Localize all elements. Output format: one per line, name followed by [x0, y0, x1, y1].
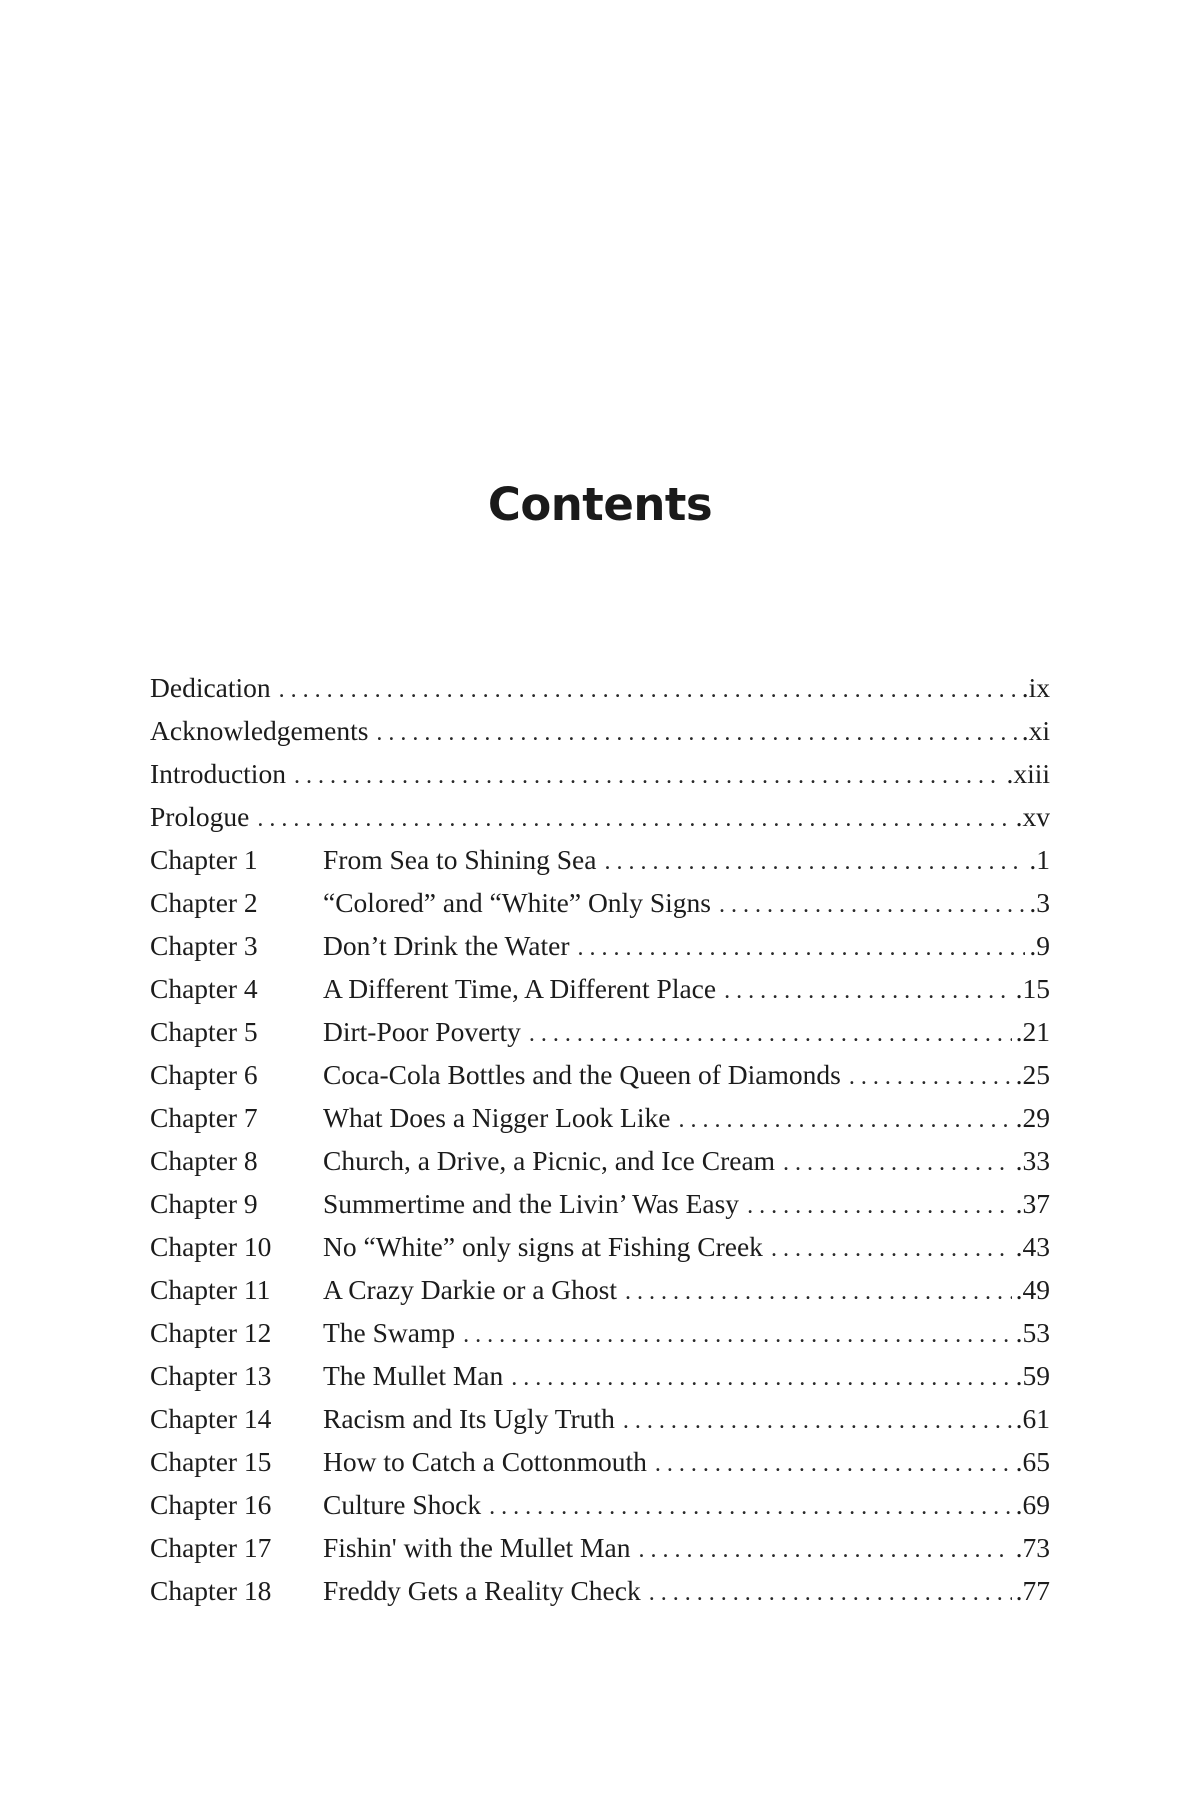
chapter-title: Don’t Drink the Water	[323, 930, 570, 961]
chapter-label: Chapter 15	[150, 1446, 272, 1477]
dot-leader	[724, 970, 1012, 1013]
toc-page-number: .65	[1015, 1446, 1050, 1477]
toc-page-number: .69	[1015, 1489, 1050, 1520]
dot-leader	[257, 798, 1011, 841]
toc-chapter-row	[150, 1010, 1050, 1053]
chapter-title: Church, a Drive, a Picnic, and Ice Cream	[323, 1145, 776, 1176]
dot-leader	[294, 755, 1003, 798]
dot-leader	[783, 1142, 1012, 1185]
toc-page-number: .25	[1015, 1059, 1050, 1090]
dot-leader	[604, 841, 1025, 884]
chapter-label: Chapter 13	[150, 1360, 272, 1391]
chapter-label: Chapter 2	[150, 887, 258, 918]
toc-chapter-row	[150, 1526, 1050, 1569]
dot-leader	[511, 1357, 1011, 1400]
toc-entry-prologue	[150, 795, 1050, 838]
dot-leader	[649, 1572, 1012, 1615]
toc-chapter-row	[150, 1225, 1050, 1268]
chapter-label: Chapter 3	[150, 930, 258, 961]
chapter-label: Chapter 5	[150, 1016, 258, 1047]
chapter-title: “Colored” and “White” Only Signs	[323, 887, 711, 918]
toc-page-number: .21	[1015, 1016, 1050, 1047]
toc-page-number: .xi	[1021, 715, 1050, 746]
dot-leader	[623, 1400, 1012, 1443]
dot-leader	[678, 1099, 1011, 1142]
toc-chapter-row	[150, 1053, 1050, 1096]
chapter-label: Chapter 10	[150, 1231, 272, 1262]
chapter-label: Chapter 16	[150, 1489, 272, 1520]
chapter-title: A Different Time, A Different Place	[323, 973, 717, 1004]
toc-chapter-row	[150, 1268, 1050, 1311]
dot-leader	[771, 1228, 1012, 1271]
dot-leader	[625, 1271, 1012, 1314]
toc-page-number: .43	[1015, 1231, 1050, 1262]
dot-leader	[747, 1185, 1012, 1228]
dot-leader	[376, 712, 1017, 755]
toc-entry-acknowledgements	[150, 709, 1050, 752]
toc-entry-title: Acknowledgements	[150, 715, 369, 746]
page-title: Contents	[487, 478, 713, 531]
toc-entry-title: Prologue	[150, 801, 250, 832]
chapter-title: Culture Shock	[323, 1489, 482, 1520]
toc-chapter-row	[150, 1311, 1050, 1354]
chapter-label: Chapter 6	[150, 1059, 258, 1090]
chapter-title: From Sea to Shining Sea	[323, 844, 597, 875]
chapter-label: Chapter 9	[150, 1188, 258, 1219]
toc-page-number: .3	[1029, 887, 1050, 918]
toc-chapter-row	[150, 1440, 1050, 1483]
toc-entry-title: Introduction	[150, 758, 286, 789]
chapter-title: What Does a Nigger Look Like	[323, 1102, 671, 1133]
chapter-title: No “White” only signs at Fishing Creek	[323, 1231, 763, 1262]
toc-chapter-row	[150, 838, 1050, 881]
chapter-title: The Mullet Man	[323, 1360, 504, 1391]
toc-chapter-row	[150, 1139, 1050, 1182]
toc-entry-dedication	[150, 666, 1050, 709]
toc-chapter-row	[150, 967, 1050, 1010]
chapter-label: Chapter 11	[150, 1274, 271, 1305]
toc-chapter-row	[150, 1397, 1050, 1440]
toc-entry-introduction	[150, 752, 1050, 795]
dot-leader	[463, 1314, 1011, 1357]
toc-page-number: .59	[1015, 1360, 1050, 1391]
chapter-label: Chapter 18	[150, 1575, 272, 1606]
chapter-title: A Crazy Darkie or a Ghost	[323, 1274, 618, 1305]
toc-page-number: .15	[1015, 973, 1050, 1004]
dot-leader	[489, 1486, 1012, 1529]
toc-page-number: .33	[1015, 1145, 1050, 1176]
toc-page-number: .xiii	[1006, 758, 1050, 789]
dot-leader	[638, 1529, 1011, 1572]
toc-chapter-row	[150, 881, 1050, 924]
toc-page-number: .77	[1015, 1575, 1050, 1606]
toc-chapter-row	[150, 1182, 1050, 1225]
chapter-title: How to Catch a Cottonmouth	[323, 1446, 647, 1477]
chapter-label: Chapter 7	[150, 1102, 258, 1133]
chapter-label: Chapter 1	[150, 844, 258, 875]
toc-page-number: .ix	[1021, 672, 1050, 703]
toc-page-number: .xv	[1015, 801, 1050, 832]
dot-leader	[578, 927, 1026, 970]
dot-leader	[849, 1056, 1012, 1099]
toc-page-number: .73	[1015, 1532, 1050, 1563]
chapter-title: Dirt-Poor Poverty	[323, 1016, 521, 1047]
dot-leader	[279, 669, 1018, 712]
table-of-contents	[150, 666, 1050, 1612]
chapter-label: Chapter 14	[150, 1403, 272, 1434]
toc-page-number: .61	[1015, 1403, 1050, 1434]
toc-page-number: .29	[1015, 1102, 1050, 1133]
toc-chapter-row	[150, 1483, 1050, 1526]
toc-entry-title: Dedication	[150, 672, 271, 703]
toc-page-number: .9	[1029, 930, 1050, 961]
chapter-label: Chapter 12	[150, 1317, 272, 1348]
toc-page-number: .53	[1015, 1317, 1050, 1348]
chapter-title: The Swamp	[323, 1317, 456, 1348]
toc-chapter-row	[150, 1569, 1050, 1612]
toc-chapter-row	[150, 1354, 1050, 1397]
dot-leader	[719, 884, 1025, 927]
chapter-title: Summertime and the Livin’ Was Easy	[323, 1188, 740, 1219]
chapter-title: Racism and Its Ugly Truth	[323, 1403, 615, 1434]
chapter-title: Coca-Cola Bottles and the Queen of Diamonds	[323, 1059, 841, 1090]
chapter-label: Chapter 8	[150, 1145, 258, 1176]
toc-page-number: .1	[1029, 844, 1050, 875]
chapter-label: Chapter 4	[150, 973, 258, 1004]
dot-leader	[529, 1013, 1012, 1056]
toc-page-number: .49	[1015, 1274, 1050, 1305]
chapter-title: Fishin' with the Mullet Man	[323, 1532, 631, 1563]
chapter-label: Chapter 17	[150, 1532, 272, 1563]
toc-chapter-row	[150, 1096, 1050, 1139]
toc-page-number: .37	[1015, 1188, 1050, 1219]
toc-chapter-row	[150, 924, 1050, 967]
dot-leader	[655, 1443, 1012, 1486]
chapter-title: Freddy Gets a Reality Check	[323, 1575, 641, 1606]
